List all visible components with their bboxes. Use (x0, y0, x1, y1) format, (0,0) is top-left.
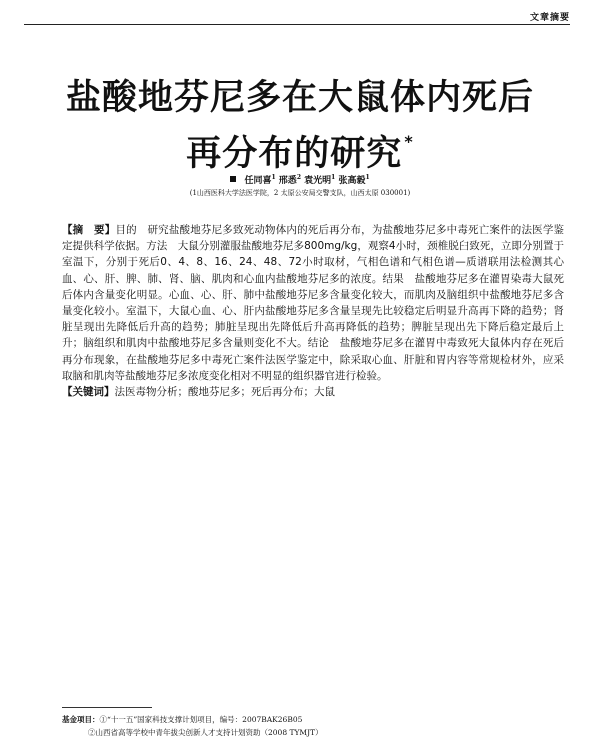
author-list (0, 173, 600, 186)
author-affiliation: (1山西医科大学法医学院，2 太原公安局交警支队，山西太原 030001) (189, 189, 411, 197)
title-footnote-mark: * (404, 132, 414, 151)
title-line-2-text: 再分布的研究 (186, 134, 403, 174)
section-label: 文章摘要 (529, 13, 570, 23)
footnotes (62, 713, 323, 739)
author-superscript: 1 (331, 174, 336, 181)
abstract-block (62, 222, 564, 400)
footnote-tag: 基金项目： (62, 715, 100, 724)
footnote-line-2: ②山西省高等学校中青年拔尖创新人才支持计划资助（2008 TYMJT） (88, 728, 323, 737)
author-superscript: 1 (365, 174, 370, 181)
keywords-tag: 【关键词】 (62, 386, 115, 399)
author-name: 袁光明 (304, 176, 332, 186)
author-superscript: 1 (271, 174, 276, 181)
abstract-paragraph (62, 222, 564, 384)
keywords-text: 法医毒物分析；酸地芬尼多；死后再分布；大鼠 (114, 386, 335, 399)
footnote-text-1: ①“十一五”国家科技支撑计划项目，编号：2007BAK26B05 (99, 715, 303, 724)
abstract-body: 目的 研究盐酸地芬尼多致死动物体内的死后再分布，为盐酸地芬尼多中毒死亡案件的法医学鉴定提供科学依据。方法 大鼠分别灌服盐酸地芬尼多800mg/kg，观察4小时，颈椎脱臼致死，立即分别置于室温下，分别于死后0、4、8、16、24、48、72小时取材，气相色谱和气相色谱—质谱联用法检测其心血、心、肝、脾、肺、肾、脑、肌肉和心血内盐酸地芬尼多的浓度。结果 盐酸地芬尼多在灌胃染毒大鼠死后体内含量变化明显。心血、心、肝、肺中盐酸地芬尼多含量变化较大，而肌肉及脑组织中盐酸地芬尼多含量变化较小。室温下，大鼠心血、心、肝内盐酸地芬尼多含量呈现先比较稳定后明显升高再下降的趋势；肾脏呈现出先降低后升高的趋势；肺脏呈现出先降低后升高再降低的趋势；脾脏呈现出先下降后稳定最后上升；脑组织和肌肉中盐酸地芬尼多含量则变化不大。结论 盐酸地芬尼多在灌胃中毒致死大鼠体内存在死后再分布现象，在盐酸地芬尼多中毒死亡案件法医学鉴定中，除采取心血、肝脏和胃内容等常规检材外，应采取脑和肌肉等盐酸地芬尼多浓度变化相对不明显的组织器官进行检验。 (62, 224, 565, 382)
paper-title (0, 76, 600, 176)
header-rule (24, 24, 570, 25)
author-name: 任同喜 (244, 176, 272, 186)
author-superscript: 2 (296, 174, 301, 181)
author-name: 邢悉 (278, 176, 297, 186)
title-line-2 (0, 120, 600, 176)
abstract-tag: 【摘 要】 (62, 224, 116, 236)
author-name: 张高毅 (338, 176, 366, 186)
keywords-paragraph (62, 384, 564, 400)
footnote-rule (62, 707, 152, 708)
title-line-1: 盐酸地芬尼多在大鼠体内死后 (65, 78, 534, 118)
author-marker-icon (230, 176, 236, 182)
footnote-line-1 (62, 713, 323, 726)
